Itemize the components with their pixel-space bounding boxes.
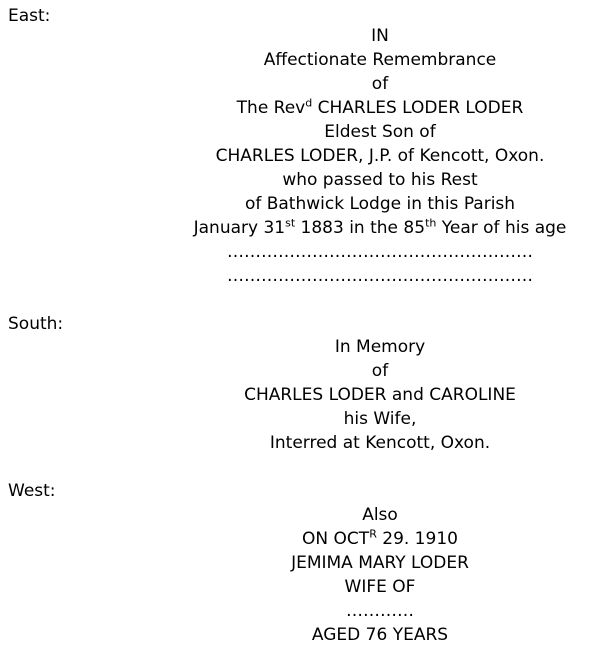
south-line-1: In Memory [334, 337, 426, 357]
east-line-2: Affectionate Remembrance [263, 50, 497, 70]
south-line-4: his Wife, [343, 409, 417, 429]
west-line-1: Also [362, 505, 398, 525]
west-label: West: [8, 481, 56, 501]
west-line-3: JEMIMA MARY LODER [291, 553, 469, 573]
west-line-4: WIFE OF [344, 577, 416, 597]
west-line-2-a: ON OCT [302, 529, 370, 549]
east-line-4 [0, 96, 597, 120]
east-line-5: Eldest Son of [324, 122, 436, 142]
south-line-3: CHARLES LODER and CAROLINE [244, 385, 516, 405]
east-dots-1: ……………………………………………… [227, 242, 533, 262]
east-line-4-a: The Rev [236, 98, 306, 118]
south-line-5: Interred at Kencott, Oxon. [269, 433, 491, 453]
east-line-9-c: Year of his age [436, 218, 567, 238]
east-line-4-sup: d [305, 96, 313, 110]
east-line-8: of Bathwick Lodge in this Parish [244, 194, 516, 214]
east-label: East: [8, 6, 51, 26]
east-line-9-sup-2: th [425, 216, 437, 230]
east-line-6: CHARLES LODER, J.P. of Kencott, Oxon. [215, 146, 545, 166]
east-line-7: who passed to his Rest [282, 170, 478, 190]
west-dots: ………… [346, 601, 414, 621]
east-line-9-b: 1883 in the 85 [295, 218, 426, 238]
south-label: South: [8, 314, 64, 334]
west-line-6: AGED 76 YEARS [311, 625, 449, 645]
east-line-4-b: CHARLES LODER LODER [312, 98, 524, 118]
east-dots-2: ……………………………………………… [227, 266, 533, 286]
east-line-9 [0, 216, 597, 240]
south-line-2: of [371, 361, 389, 381]
east-line-9-sup-1: st [285, 216, 296, 230]
west-line-2 [0, 527, 597, 551]
west-line-2-b: 29. 1910 [376, 529, 458, 549]
east-line-9-a: January 31 [193, 218, 286, 238]
west-line-2-sup: R [369, 527, 377, 541]
east-line-3: of [371, 74, 389, 94]
east-line-1: IN [371, 26, 389, 46]
